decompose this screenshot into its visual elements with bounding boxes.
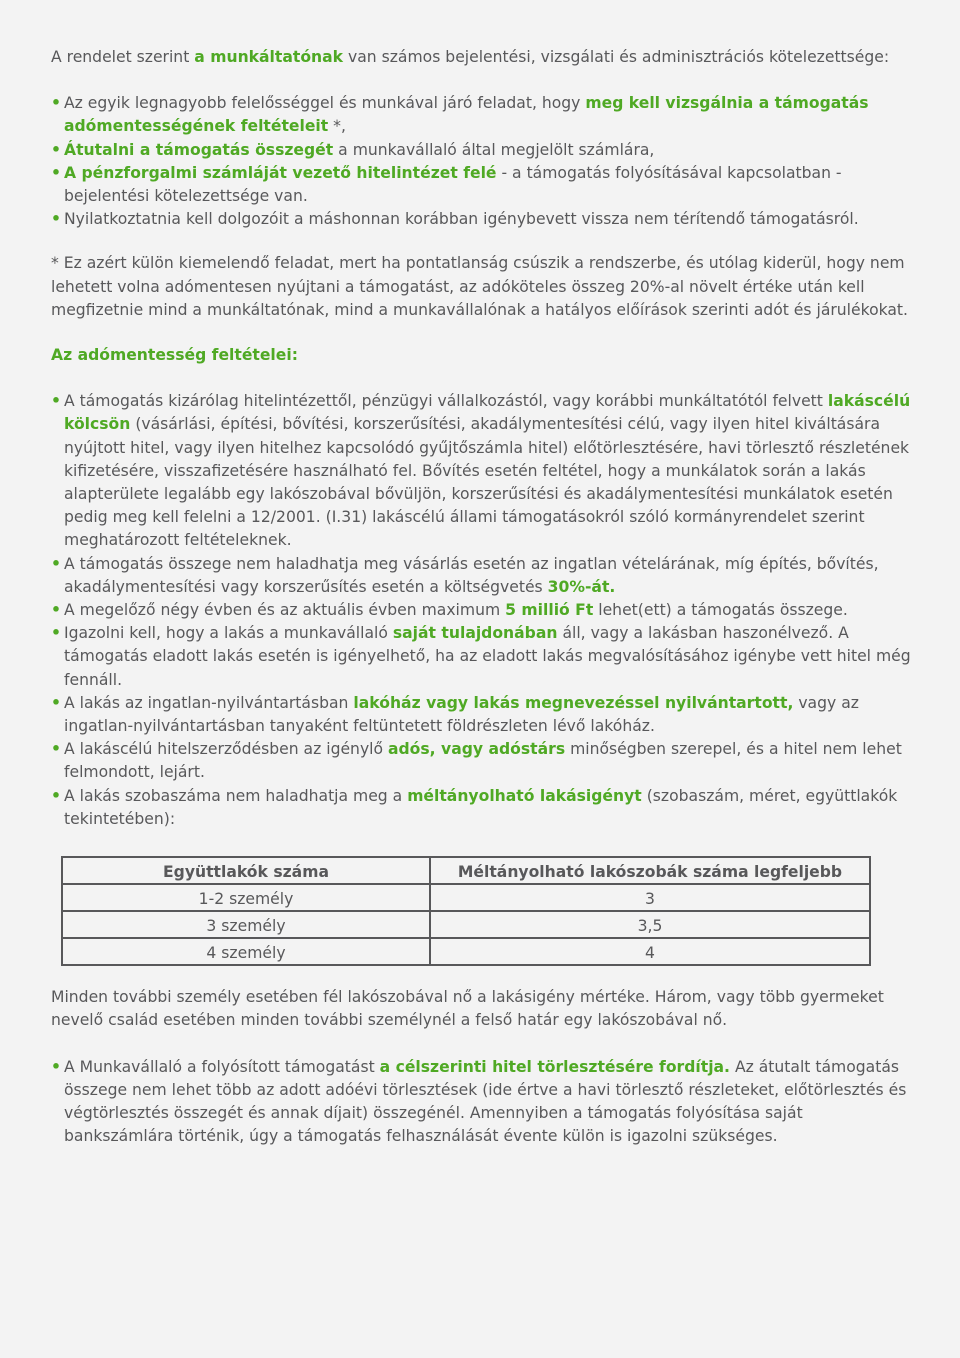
bullet-icon: • — [51, 601, 61, 620]
list-item — [51, 92, 913, 138]
item-highlight: 5 millió Ft — [505, 601, 594, 620]
item-highlight: Átutalni a támogatás összegét — [64, 140, 334, 159]
bullet-icon: • — [51, 210, 61, 229]
bullet-icon: • — [51, 94, 61, 113]
item-text-end: Az átutalt támogatás összege nem lehet több az adott adóévi törlesztések (ide értve a havi törlesztő részleteket, előtörlesztés és végtörlesztés összegét és annak díjait) összegénél. Amennyiben a támogatás folyósítása saját bankszámlára történik, úgy a támogatás felhasználását évente külön is igazolni szükséges. — [64, 1057, 907, 1146]
item-highlight: méltányolható lakásigényt — [407, 786, 642, 805]
section-heading: Az adómentesség feltételei: — [51, 346, 298, 365]
table-cell: 3,5 — [430, 911, 870, 938]
item-text: A támogatás kizárólag hitelintézettől, pénzügyi vállalkozástól, vagy korábbi munkáltatótól felvett — [64, 392, 828, 411]
item-highlight: adós, vagy adóstárs — [388, 740, 566, 759]
list-item — [51, 738, 913, 784]
bullet-icon: • — [51, 554, 61, 573]
item-text: A támogatás összege nem haladhatja meg vásárlás esetén az ingatlan vételárának, míg építés, bővítés, akadálymentesítési vagy korszerűsítés esetén a költségvetés — [64, 554, 879, 596]
item-text-end: - a támogatás folyósításával kapcsolatban - bejelentési kötelezettsége van. — [64, 163, 842, 206]
room-entitlement-table — [61, 856, 871, 966]
item-text-end: (szobaszám, méret, együttlakók tekintetében): — [64, 786, 898, 828]
table-cell: 3 személy — [62, 911, 430, 938]
table-row — [62, 884, 870, 911]
list-item — [51, 390, 913, 552]
employer-duties-list — [51, 92, 913, 231]
column-header-rooms: Méltányolható lakószobák száma legfeljebb — [430, 857, 870, 884]
item-text-end: a munkavállaló által megjelölt számlára, — [333, 140, 655, 159]
item-text-end: áll, vagy a lakásban haszonélvező. A támogatás eladott lakás esetén is igényelhető, ha az eladott lakás megvalósításához igénybe vett hitel még fennáll. — [64, 624, 911, 689]
table-row — [62, 911, 870, 938]
list-item — [51, 139, 913, 162]
item-text-end: lehet(ett) a támogatás összege. — [593, 601, 848, 620]
list-item — [51, 1056, 913, 1149]
item-highlight: meg kell vizsgálnia a támogatás adómentességének feltételeit — [64, 94, 869, 136]
bullet-icon: • — [51, 624, 61, 643]
bullet-icon: • — [51, 1057, 61, 1076]
item-text-end: vagy az ingatlan-nyilvántartásban tanyaként feltüntetett földrészleten lévő lakóház. — [64, 693, 859, 736]
item-text-end: minőségben szerepel, és a hitel nem lehet felmondott, lejárt. — [64, 740, 902, 782]
item-text: A Munkavállaló a folyósított támogatást — [64, 1057, 380, 1076]
item-highlight: lakóház vagy lakás megnevezéssel nyilvántartott, — [353, 693, 794, 712]
item-highlight: lakáscélú kölcsön — [64, 392, 911, 434]
item-text-end: (vásárlási, építési, bővítési, korszerűsítési, akadálymentesítési célú, vagy ilyen hitel kiváltására nyújtott hitel, vagy ilyen hitelhez kapcsolódó gyűjtőszámla hitel) előtörlesztésére, havi törlesztő részletének kifizetésére, visszafizetésére használható fel. Bővítés esetén feltétel, hogy a munkálatok során a lakás alapterülete legalább egy lakószobával bővüljön, korszerűsítési és akadálymentesítési munkálatok esetén pedig meg kell felelni a 12/2001. (I.31) lakáscélú állami támogatásokról szóló kormányrendelet szerint meghatározott feltételeknek. — [64, 415, 910, 550]
item-text: A lakás az ingatlan-nyilvántartásban — [64, 693, 354, 712]
list-item — [51, 622, 913, 692]
item-text-end: *, — [328, 117, 346, 136]
after-table-paragraph: Minden további személy esetében fél lakószobával nő a lakásigény mértéke. Három, vagy több gyermeket nevelő család esetében minden további személynél a felső határ egy lakószobával nő. — [51, 988, 884, 1030]
table-row — [62, 938, 870, 965]
final-list — [51, 1056, 913, 1149]
bullet-icon: • — [51, 786, 61, 805]
table-cell: 1-2 személy — [62, 884, 430, 911]
list-item — [51, 208, 913, 231]
intro-text-end: van számos bejelentési, vizsgálati és adminisztrációs kötelezettsége: — [343, 48, 890, 66]
table-cell: 3 — [430, 884, 870, 911]
item-highlight: 30%-át. — [547, 577, 616, 596]
list-item — [51, 162, 913, 208]
intro-text: A rendelet szerint — [51, 48, 195, 66]
item-text: Igazolni kell, hogy a lakás a munkavállaló — [64, 624, 393, 643]
intro-highlight: a munkáltatónak — [194, 48, 344, 66]
bullet-icon: • — [51, 693, 61, 712]
table-cell: 4 — [430, 938, 870, 965]
table-cell: 4 személy — [62, 938, 430, 965]
item-text: A lakás szobaszáma nem haladhatja meg a — [64, 786, 408, 805]
intro-paragraph — [51, 46, 913, 69]
item-text: Nyilatkoztatnia kell dolgozóit a máshonnan korábban igénybevett vissza nem térítendő támogatásról. — [64, 210, 859, 229]
conditions-list — [51, 390, 913, 831]
item-highlight: A pénzforgalmi számláját vezető hitelintézet felé — [64, 163, 497, 182]
bullet-icon: • — [51, 740, 61, 759]
item-highlight: a célszerinti hitel törlesztésére fordítja. — [379, 1057, 730, 1076]
item-highlight: saját tulajdonában — [392, 624, 558, 643]
item-text: A lakáscélú hitelszerződésben az igénylő — [64, 740, 388, 759]
bullet-icon: • — [51, 163, 61, 182]
bullet-icon: • — [51, 140, 61, 159]
column-header-occupants: Együttlakók száma — [62, 857, 430, 884]
table-header-row — [62, 857, 870, 884]
list-item — [51, 553, 913, 599]
bullet-icon: • — [51, 392, 61, 411]
footnote-paragraph: * Ez azért külön kiemelendő feladat, mert ha pontatlanság csúszik a rendszerbe, és utólag kiderül, hogy nem lehetett volna adómentesen nyújtani a támogatást, az adóköteles összeg 20%-al növelt értéke után kell megfizetnie mind a munkáltatónak, mind a munkavállalónak a hatályos előírások szerinti adót és járulékokat. — [51, 254, 908, 319]
item-text: A megelőző négy évben és az aktuális évben maximum — [64, 601, 506, 620]
list-item — [51, 692, 913, 738]
document-page — [51, 46, 913, 1148]
list-item — [51, 599, 913, 622]
item-text: Az egyik legnagyobb felelősséggel és munkával járó feladat, hogy — [64, 94, 586, 113]
list-item — [51, 785, 913, 831]
